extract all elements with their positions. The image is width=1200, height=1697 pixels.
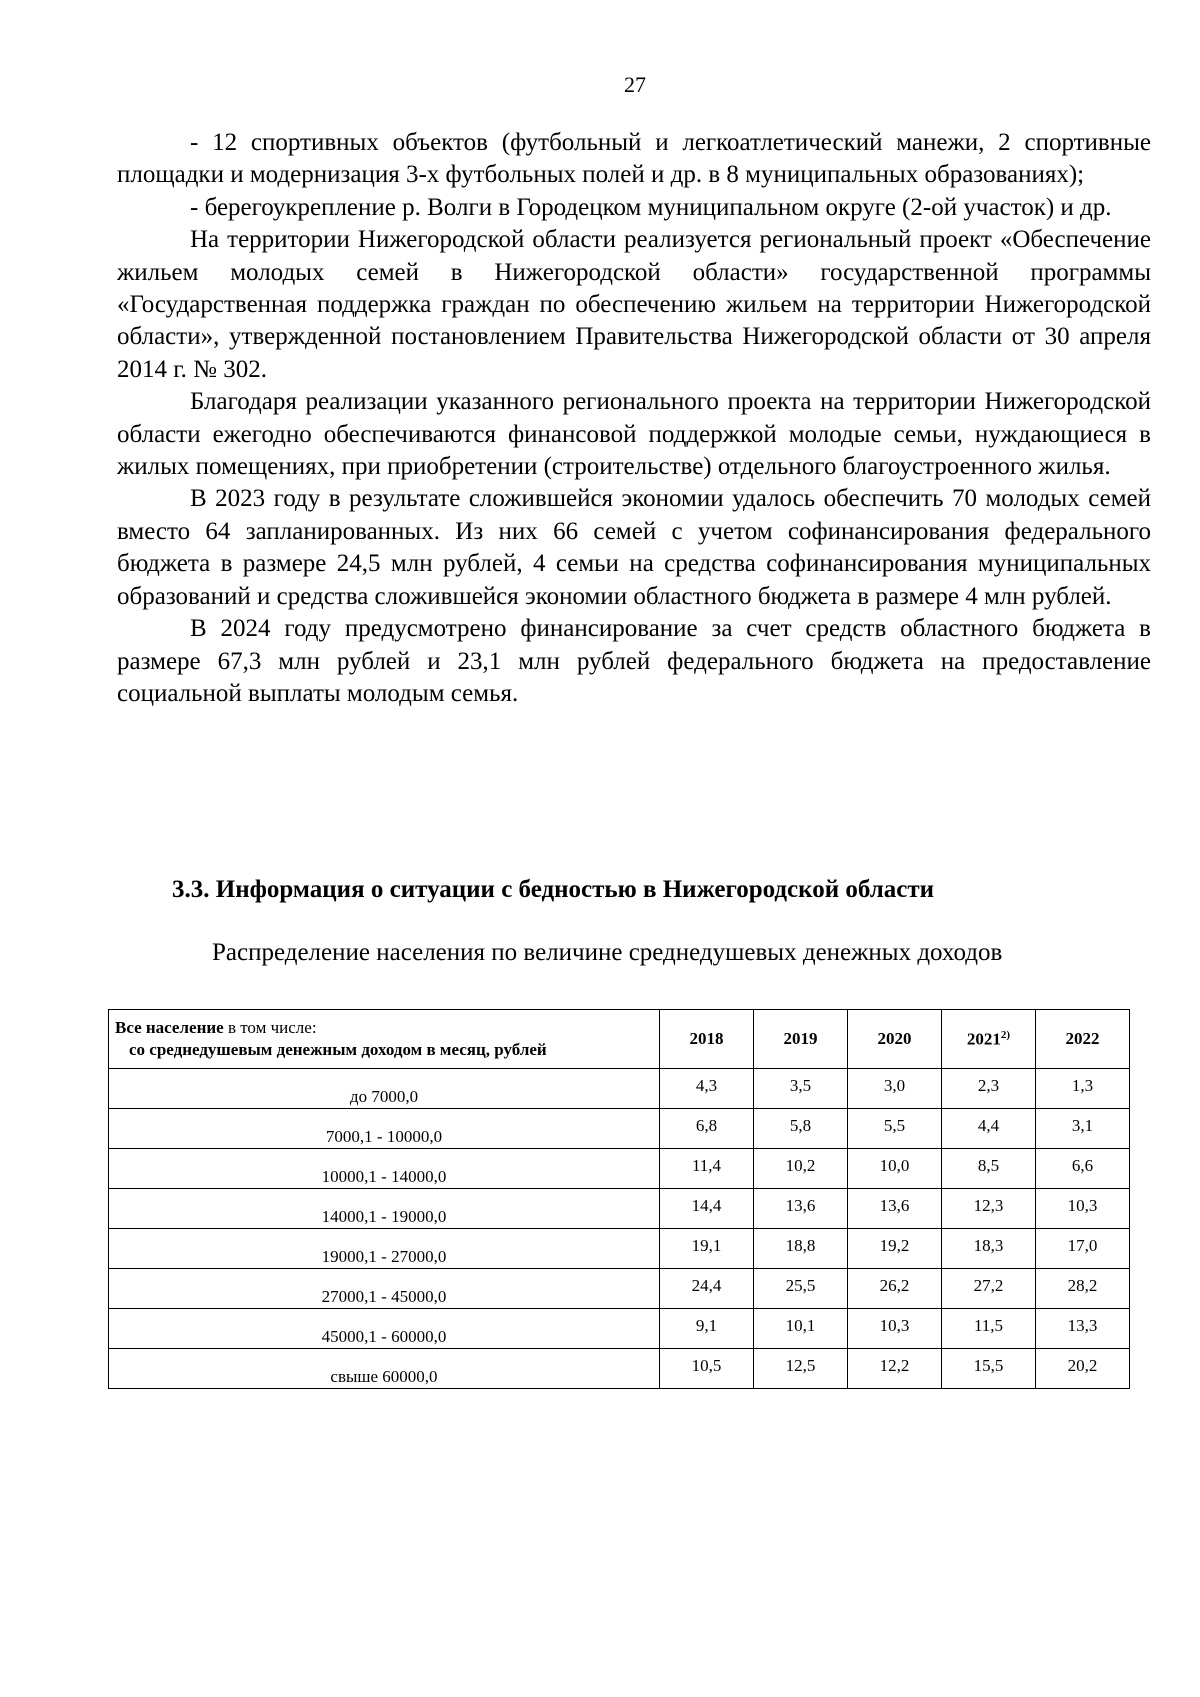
value-cell: 15,5 (942, 1349, 1036, 1389)
value-cell: 5,5 (848, 1109, 942, 1149)
table-row (109, 1069, 1130, 1109)
value-cell: 12,3 (942, 1189, 1036, 1229)
income-range-label: 19000,1 - 27000,0 (109, 1229, 660, 1269)
header-year-2021-label: 2021 (966, 1029, 1001, 1049)
income-range-label: свыше 60000,0 (109, 1349, 660, 1389)
value-cell: 20,2 (1036, 1349, 1130, 1389)
value-cell: 3,0 (848, 1069, 942, 1109)
value-cell: 10,0 (848, 1149, 942, 1189)
value-cell: 11,5 (942, 1309, 1036, 1349)
header-year-2018: 2018 (660, 1010, 754, 1069)
value-cell: 5,8 (754, 1109, 848, 1149)
value-cell: 25,5 (754, 1269, 848, 1309)
paragraph-2024-plan: В 2024 году предусмотрено финансирование за счет средств областного бюджета в размере 67,3 млн рублей и 23,1 млн рублей федерального бюджета на предоставление социальной выплаты молодым семья. (117, 615, 1151, 707)
table-row (109, 1269, 1130, 1309)
value-cell: 13,6 (754, 1189, 848, 1229)
table-row (109, 1229, 1130, 1269)
value-cell: 10,1 (754, 1309, 848, 1349)
value-cell: 10,2 (754, 1149, 848, 1189)
value-cell: 11,4 (660, 1149, 754, 1189)
value-cell: 14,4 (660, 1189, 754, 1229)
value-cell: 17,0 (1036, 1229, 1130, 1269)
income-distribution-table (108, 1009, 1130, 1389)
value-cell: 1,3 (1036, 1069, 1130, 1109)
body-text (117, 127, 1151, 710)
paragraph-financial-support: Благодаря реализации указанного регионального проекта на территории Нижегородской области ежегодно обеспечиваются финансовой поддержкой молодые семьи, нуждающиеся в жилых помещениях, при приобретении (строительстве) отдельного благоустроенного жилья. (117, 388, 1151, 481)
table-row (109, 1309, 1130, 1349)
header-description (109, 1010, 660, 1069)
value-cell: 6,6 (1036, 1149, 1130, 1189)
income-range-label: 45000,1 - 60000,0 (109, 1309, 660, 1349)
value-cell: 19,1 (660, 1229, 754, 1269)
header-desc-rest: в том числе: (223, 1018, 317, 1037)
header-year-2019: 2019 (754, 1010, 848, 1069)
value-cell: 9,1 (660, 1309, 754, 1349)
table-row (109, 1189, 1130, 1229)
value-cell: 10,5 (660, 1349, 754, 1389)
value-cell: 19,2 (848, 1229, 942, 1269)
value-cell: 10,3 (1036, 1189, 1130, 1229)
header-desc-line2: со среднедушевым денежным доходом в месяц, рублей (129, 1040, 547, 1059)
paragraph-2023-results: В 2023 году в результате сложившейся экономии удалось обеспечить 70 молодых семей вместо 64 запланированных. Из них 66 семей с учетом софинансирования федерального бюджета в размере 24,5 млн рублей, 4 семьи на средства софинансирования муниципальных образований и средства сложившейся экономии областного бюджета в размере 4 млн рублей. (117, 485, 1151, 610)
income-range-label: 27000,1 - 45000,0 (109, 1269, 660, 1309)
table-row (109, 1349, 1130, 1389)
value-cell: 6,8 (660, 1109, 754, 1149)
value-cell: 18,3 (942, 1229, 1036, 1269)
income-range-label: 7000,1 - 10000,0 (109, 1109, 660, 1149)
paragraph-bank-protection: - берегоукрепление р. Волги в Городецком муниципальном округе (2-ой участок) и др. (190, 193, 1112, 221)
paragraph-regional-project: На территории Нижегородской области реализуется региональный проект «Обеспечение жильем молодых семей в Нижегородской области» государственной программы «Государственная поддержка граждан по обеспечению жильем на территории Нижегородской области», утвержденной постановлением Правительства Нижегородской области от 30 апреля 2014 г. № 302. (117, 226, 1151, 383)
header-year-2021 (942, 1010, 1036, 1069)
section-heading: 3.3. Информация о ситуации с бедностью в Нижегородской области (172, 876, 935, 903)
value-cell: 3,5 (754, 1069, 848, 1109)
income-range-label: 14000,1 - 19000,0 (109, 1189, 660, 1229)
table-row (109, 1109, 1130, 1149)
income-range-label: 10000,1 - 14000,0 (109, 1149, 660, 1189)
footnote-mark: 2) (1000, 1028, 1011, 1041)
value-cell: 13,6 (848, 1189, 942, 1229)
table-caption: Распределение населения по величине среднедушевых денежных доходов (212, 939, 1003, 966)
page-number: 27 (624, 72, 646, 97)
value-cell: 27,2 (942, 1269, 1036, 1309)
table-row (109, 1149, 1130, 1189)
value-cell: 13,3 (1036, 1309, 1130, 1349)
value-cell: 12,5 (754, 1349, 848, 1389)
table-header-row (109, 1010, 1130, 1069)
income-range-label: до 7000,0 (109, 1069, 660, 1109)
value-cell: 24,4 (660, 1269, 754, 1309)
value-cell: 12,2 (848, 1349, 942, 1389)
value-cell: 26,2 (848, 1269, 942, 1309)
value-cell: 10,3 (848, 1309, 942, 1349)
paragraph-sport-objects: - 12 спортивных объектов (футбольный и легкоатлетический манежи, 2 спортивные площадки и модернизация 3-х футбольных полей и др. в 8 муниципальных образованиях); (117, 129, 1151, 189)
value-cell: 4,3 (660, 1069, 754, 1109)
header-desc-bold: Все население (115, 1018, 224, 1037)
value-cell: 4,4 (942, 1109, 1036, 1149)
value-cell: 18,8 (754, 1229, 848, 1269)
value-cell: 2,3 (942, 1069, 1036, 1109)
header-year-2022: 2022 (1036, 1010, 1130, 1069)
value-cell: 8,5 (942, 1149, 1036, 1189)
header-year-2020: 2020 (848, 1010, 942, 1069)
value-cell: 3,1 (1036, 1109, 1130, 1149)
value-cell: 28,2 (1036, 1269, 1130, 1309)
